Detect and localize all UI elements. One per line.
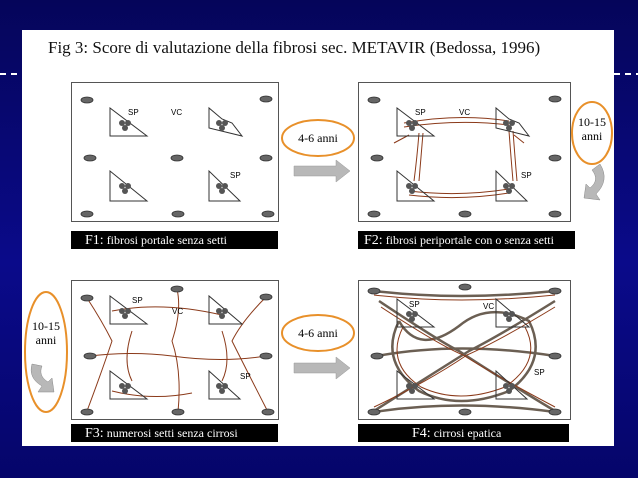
stage-f1-code: F1:: [85, 233, 104, 248]
f1-sp-label-2: SP: [230, 171, 241, 180]
stage-f4-code: F4:: [412, 426, 431, 441]
stage-f3-description: numerosi setti senza cirrosi: [106, 426, 238, 440]
figure-title: [48, 38, 540, 58]
f3-vc-label: VC: [172, 307, 184, 316]
f4-sp-label-2: SP: [534, 368, 545, 377]
stage-f2-code: F2:: [364, 233, 383, 248]
figure-title-text: Score di valutazione della fibrosi sec. METAVIR (Bedossa, 1996): [92, 38, 541, 57]
f2-lobule-drawing: [359, 83, 570, 221]
transition-f3-left-line1: 10-15: [32, 319, 60, 333]
curved-arrow-icon: [584, 164, 604, 200]
f2-sp-label: SP: [415, 108, 426, 117]
transition-f3-f4-label: 4-6 anni: [298, 326, 338, 340]
f3-sp-label: SP: [132, 296, 143, 305]
f1-lobule-drawing: [72, 83, 278, 221]
stage-f3-caption: [71, 424, 278, 442]
transition-f2-f3-line2: anni: [581, 129, 603, 143]
stage-f1-description: fibrosi portale senza setti: [106, 233, 227, 247]
f2-vc-label: VC: [459, 108, 471, 117]
transition-f2-f3-label: [572, 115, 612, 143]
stage-f2-caption: [358, 231, 575, 249]
oval-f3-left: [25, 292, 67, 412]
transition-f1-f2-label: 4-6 anni: [298, 131, 338, 145]
transition-f3-left: [22, 288, 70, 416]
f4-vc-label: VC: [483, 302, 495, 311]
f3-lobule-drawing: [72, 281, 278, 419]
figure-panel: [22, 30, 614, 446]
stage-f3-code: F3:: [85, 426, 104, 441]
dashed-rule-right: [614, 73, 638, 75]
stage-f4-description: cirrosi epatica: [433, 426, 502, 440]
stage-f4-diagram: [358, 280, 571, 420]
f1-vc-label: VC: [171, 108, 183, 117]
figure-label: Fig 3:: [48, 38, 89, 57]
stage-f3-diagram: [71, 280, 279, 420]
f1-sp-label: SP: [128, 108, 139, 117]
transition-f3-left-label: [26, 319, 66, 347]
stage-f2-description: fibrosi periportale con o senza setti: [385, 233, 554, 247]
stage-f4-caption: [358, 424, 569, 442]
f4-sp-label: SP: [409, 300, 420, 309]
transition-f3-left-line2: anni: [35, 333, 57, 347]
arrow-right-icon-2: [294, 357, 350, 379]
transition-f2-f3-line1: 10-15: [578, 115, 606, 129]
stage-f1-diagram: [71, 82, 279, 222]
f2-sp-label-2: SP: [521, 171, 532, 180]
f4-lobule-drawing: [359, 281, 570, 419]
dashed-rule-left: [0, 73, 22, 75]
transition-f3-f4: [280, 313, 356, 383]
f3-sp-label-2: SP: [240, 372, 251, 381]
stage-f2-diagram: [358, 82, 571, 222]
arrow-right-icon: [294, 160, 350, 182]
stage-f1-caption: [71, 231, 278, 249]
transition-f1-f2: [280, 118, 356, 186]
